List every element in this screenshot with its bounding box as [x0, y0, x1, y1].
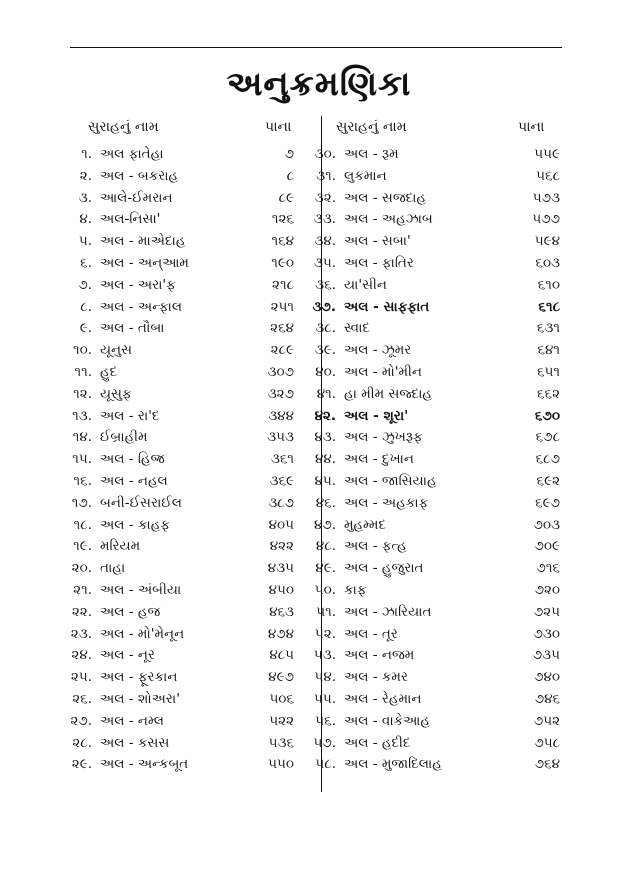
- surah-name: અલ - નજમ: [344, 647, 415, 664]
- index-row: [48, 144, 308, 166]
- page-number: ૭૦૩: [533, 516, 560, 533]
- page-number: ૬૩૧: [536, 320, 560, 337]
- page-number: ૨૫૧: [270, 298, 294, 315]
- surah-number: ૧.: [81, 146, 92, 162]
- page-number: ૭૬૪: [534, 756, 560, 773]
- surah-name: અલ - કાહફ: [100, 516, 170, 533]
- index-row: [292, 558, 572, 580]
- surah-number: ૨.: [79, 167, 92, 184]
- surah-name: મરિયમ: [100, 538, 141, 555]
- surah-name: અલ - મો'મીન: [344, 363, 422, 380]
- index-row: [48, 384, 308, 406]
- page-number: ૮: [286, 167, 294, 184]
- page-number: ૪૦૫: [268, 516, 294, 533]
- surah-number: ૪૦.: [315, 363, 336, 380]
- surah-number: ૫૩.: [313, 647, 336, 664]
- surah-name: અલ - ફૂરકાન: [100, 669, 178, 686]
- index-row: [292, 144, 572, 166]
- left-page-header: પાના: [265, 119, 292, 135]
- page-number: ૬૫૧: [536, 363, 560, 380]
- page-number: ૬૬૨: [536, 385, 560, 402]
- surah-name: અલ - જાસિયાહ: [344, 472, 437, 489]
- surah-name: અલ - ઝુખરૂફ: [344, 429, 423, 446]
- surah-number: ૫.: [78, 233, 92, 250]
- page-number: ૪૬૩: [269, 603, 294, 620]
- index-row: [292, 209, 572, 231]
- index-row: [292, 318, 572, 340]
- index-row: [48, 515, 308, 537]
- surah-number: ૫૫.: [313, 690, 336, 707]
- surah-name: અલ - ઝૂમર: [344, 342, 412, 359]
- surah-number: ૩૨.: [314, 189, 336, 206]
- surah-number: ૬.: [80, 254, 92, 271]
- index-row: [48, 427, 308, 449]
- surah-name: સ્વાદ: [344, 320, 370, 337]
- surah-name: અલ - કસસ: [100, 734, 170, 751]
- surah-name: અલ - રૂમ: [344, 146, 399, 162]
- surah-name: અલ - શોઅરા': [100, 690, 180, 707]
- surah-name: યા'સીન: [344, 276, 387, 293]
- surah-number: ૪૮.: [315, 538, 336, 555]
- index-row: [48, 645, 308, 667]
- surah-number: ૨૦.: [71, 560, 92, 577]
- surah-number: ૧૯.: [73, 538, 92, 555]
- page-number: ૭૧૬: [536, 560, 560, 577]
- index-row: [292, 515, 572, 537]
- page-number: ૫૫૯: [534, 146, 560, 162]
- surah-name: અલ - અંબીયા: [100, 581, 182, 598]
- page-number: ૭: [284, 146, 294, 162]
- page-number: ૨૮૯: [270, 342, 294, 359]
- index-row: [48, 340, 308, 362]
- surah-name: અલ ફાતેહા: [100, 146, 164, 162]
- surah-name: અલ - સાફફાત: [344, 298, 430, 315]
- index-row: [48, 471, 308, 493]
- surah-name: અલ - નમ્લ: [100, 712, 164, 729]
- surah-name: અલ - અહકાફ: [344, 494, 429, 511]
- surah-number: ૩૦.: [314, 146, 336, 162]
- index-row: [292, 733, 572, 755]
- surah-name: અલ - રેહમાન: [344, 690, 422, 707]
- page-number: ૬૯૭: [535, 494, 560, 511]
- surah-name: અલ - સજદાહ: [344, 189, 427, 206]
- surah-name: અલ - હિજ્ર: [100, 451, 165, 468]
- index-row: [292, 275, 572, 297]
- page-number: ૫૭૩: [532, 189, 560, 206]
- surah-name: અલ - હજ: [100, 603, 161, 620]
- page-number: ૧૯૦: [271, 254, 294, 271]
- index-row: [292, 667, 572, 689]
- index-row: [48, 733, 308, 755]
- surah-number: ૧૩.: [72, 407, 92, 424]
- page-number: ૪૫૦: [268, 581, 294, 598]
- page-number: ૪૭૪: [267, 625, 294, 642]
- page-number: ૩૨૭: [267, 385, 294, 402]
- top-rule: [70, 47, 562, 48]
- page-number: ૨૬૪: [270, 320, 294, 337]
- surah-number: ૫૮.: [315, 756, 336, 773]
- page-number: ૬૪૧: [537, 342, 560, 359]
- page-number: ૭૫૨: [533, 712, 560, 729]
- index-row: [292, 188, 572, 210]
- surah-number: ૪૧.: [316, 385, 336, 402]
- index-row: [48, 493, 308, 515]
- page-number: ૧૨૬: [271, 211, 294, 228]
- page-number: ૪૨૨: [269, 538, 294, 555]
- page-number: ૩૬૧: [270, 451, 294, 468]
- surah-number: ૨૩.: [70, 625, 92, 642]
- left-index-list: [48, 144, 308, 776]
- page-number: ૫૫૦: [268, 756, 294, 773]
- surah-number: ૧૭.: [71, 494, 92, 511]
- surah-number: ૨૭.: [70, 712, 92, 729]
- surah-name: અલ - અન્કબૂત: [100, 756, 189, 773]
- surah-number: ૫૧.: [316, 603, 336, 620]
- index-row: [292, 427, 572, 449]
- page-number: ૫૨૨: [269, 712, 294, 729]
- index-row: [48, 275, 308, 297]
- page-number: ૩૪૪: [268, 407, 294, 424]
- page-number: ૬૧૮: [538, 298, 560, 315]
- surah-number: ૯.: [79, 320, 92, 337]
- page-number: ૩૫૩: [267, 429, 294, 446]
- index-row: [292, 297, 572, 319]
- surah-name: અલ - સબા': [344, 233, 411, 250]
- surah-name: અલ - અન્ફાલ: [100, 298, 183, 315]
- surah-number: ૨૯.: [71, 756, 92, 773]
- surah-number: ૨૮.: [72, 734, 92, 751]
- index-row: [292, 449, 572, 471]
- page-number: ૭૩૫: [532, 647, 560, 664]
- surah-number: ૨૫.: [70, 669, 92, 686]
- surah-number: ૨૨.: [71, 603, 92, 620]
- index-row: [292, 406, 572, 428]
- page-number: ૭૨૦: [534, 581, 560, 598]
- surah-name: અલ - કમર: [344, 669, 408, 686]
- index-row: [48, 711, 308, 733]
- index-row: [48, 297, 308, 319]
- page-number: ૬૦૩: [535, 254, 560, 271]
- surah-name: અલ - તૂર: [344, 625, 398, 642]
- page-number: ૫૭૭: [532, 211, 560, 228]
- page-number: ૪૩૫: [267, 560, 294, 577]
- index-row: [292, 362, 572, 384]
- surah-name: બની-ઈસરાઈલ: [100, 494, 182, 511]
- index-row: [48, 754, 308, 776]
- surah-number: ૪૨.: [314, 407, 336, 424]
- surah-name: અલ - માએદાહ: [100, 233, 186, 250]
- index-row: [292, 231, 572, 253]
- page-number: ૫૩૬: [268, 734, 294, 751]
- surah-name: અલ - શૂરા': [344, 407, 409, 424]
- index-row: [48, 602, 308, 624]
- page-number: ૫૦૬: [269, 690, 294, 707]
- surah-number: ૩૫.: [313, 254, 336, 271]
- surah-number: ૧૪.: [72, 429, 92, 446]
- index-row: [292, 253, 572, 275]
- page-number: ૫૬૮: [536, 167, 560, 184]
- surah-name: હા મીમ સજ્દાહ: [344, 385, 433, 402]
- surah-name: અલ - અન્આમ: [100, 254, 189, 271]
- surah-name: અલ - મુજાદિલાહ: [344, 756, 442, 773]
- surah-name: અલ - રા'દ: [100, 407, 160, 424]
- index-row: [292, 624, 572, 646]
- surah-name: અલ - નહલ: [100, 472, 168, 489]
- index-row: [292, 384, 572, 406]
- surah-name: મુહમ્મદ: [344, 516, 387, 533]
- index-row: [292, 340, 572, 362]
- surah-name: હુદ: [100, 363, 118, 380]
- index-row: [48, 362, 308, 384]
- surah-name: આલે-ઈમરાન: [100, 189, 173, 206]
- page-number: ૮૯: [278, 189, 294, 206]
- surah-number: ૭.: [78, 276, 92, 293]
- surah-name: અલ - ફત્હ: [344, 538, 407, 555]
- surah-number: ૩૩.: [313, 211, 336, 228]
- surah-name: અલ - દુખાન: [344, 451, 414, 468]
- surah-number: ૧૧.: [74, 363, 92, 380]
- surah-name: અલ - હુજુરાત: [344, 560, 424, 577]
- page-number: ૭૦૯: [534, 538, 560, 555]
- page-number: ૩૦૭: [267, 363, 294, 380]
- index-row: [292, 471, 572, 493]
- surah-name: અલ - ઝારિયાત: [344, 603, 432, 620]
- surah-number: ૧૬.: [73, 472, 92, 489]
- surah-name: અલ - હદીદ: [344, 734, 411, 751]
- index-row: [48, 689, 308, 711]
- page-number: ૭૪૬: [534, 690, 560, 707]
- page-title: અનુક્રમણિકા: [226, 64, 412, 104]
- surah-name: લુકમાન: [344, 167, 387, 184]
- surah-number: ૪૬.: [315, 494, 336, 511]
- page-number: ૭૨૫: [533, 603, 560, 620]
- surah-number: ૩૭.: [312, 298, 336, 315]
- surah-number: ૪૪.: [314, 451, 336, 468]
- surah-number: ૨૪.: [71, 647, 92, 664]
- surah-name: અલ - અરા'ફ: [100, 276, 176, 293]
- surah-number: ૧૫.: [72, 451, 92, 468]
- index-row: [292, 166, 572, 188]
- surah-number: ૧૨.: [73, 385, 92, 402]
- surah-number: ૪૯.: [315, 560, 336, 577]
- page-number: ૩૮૭: [268, 494, 294, 511]
- right-index-list: [292, 144, 572, 776]
- surah-name: યૂનુસ: [100, 342, 133, 359]
- surah-number: ૨૬.: [72, 690, 92, 707]
- surah-number: ૫૨.: [314, 625, 336, 642]
- surah-number: ૩૪.: [314, 233, 336, 250]
- index-row: [292, 602, 572, 624]
- surah-number: ૪૩.: [314, 429, 336, 446]
- index-row: [48, 188, 308, 210]
- page-number: ૬૮૭: [535, 451, 560, 468]
- surah-number: ૪.: [79, 211, 92, 228]
- page-number: ૨૧૮: [272, 276, 294, 293]
- surah-number: ૩.: [78, 189, 92, 206]
- index-row: [48, 667, 308, 689]
- surah-name: અલ - બકરાહ: [100, 167, 179, 184]
- surah-number: ૩૯.: [314, 342, 336, 359]
- surah-name: અલ-નિસા': [100, 211, 161, 228]
- page-number: ૪૮૫: [269, 647, 294, 664]
- page-number: ૭૫૮: [534, 734, 560, 751]
- page-number: ૬૭૦: [534, 407, 560, 424]
- surah-name: અલ - તૌબા: [100, 320, 165, 337]
- surah-name: અલ - અહઝાબ: [344, 211, 433, 228]
- right-page-header: પાના: [518, 119, 545, 135]
- index-row: [48, 580, 308, 602]
- index-row: [48, 449, 308, 471]
- index-row: [292, 536, 572, 558]
- surah-name: યૂસુફ: [100, 385, 132, 402]
- surah-number: ૩૬.: [315, 276, 336, 293]
- surah-number: ૫૬.: [315, 712, 336, 729]
- index-row: [48, 231, 308, 253]
- page-number: ૭૪૦: [534, 669, 560, 686]
- index-row: [292, 580, 572, 602]
- surah-number: ૩૮.: [315, 320, 336, 337]
- index-row: [48, 318, 308, 340]
- surah-name: અલ - વાકેઆહ: [344, 712, 430, 729]
- index-row: [292, 754, 572, 776]
- page-number: ૭૩૦: [533, 625, 560, 642]
- page-number: ૩૬૯: [269, 472, 294, 489]
- surah-number: ૪૫.: [314, 472, 336, 489]
- index-row: [48, 253, 308, 275]
- page-number: ૬૧૦: [537, 276, 560, 293]
- page-number: ૧૬૪: [271, 233, 294, 250]
- left-name-header: સુરાહનું નામ: [88, 119, 159, 135]
- surah-name: અલ - ફાતિર: [344, 254, 414, 271]
- page-number: ૬૭૮: [535, 429, 560, 446]
- page-number: ૪૯૭: [268, 669, 294, 686]
- index-row: [48, 166, 308, 188]
- index-row: [48, 209, 308, 231]
- surah-name: અલ - નૂર: [100, 647, 155, 664]
- surah-name: કાફ: [344, 581, 367, 598]
- index-row: [292, 711, 572, 733]
- surah-number: ૧૦.: [72, 342, 92, 359]
- index-row: [292, 645, 572, 667]
- surah-number: ૫૭.: [313, 734, 336, 751]
- index-row: [48, 624, 308, 646]
- surah-number: ૩૧.: [316, 167, 336, 184]
- index-row: [48, 536, 308, 558]
- index-row: [292, 493, 572, 515]
- index-row: [292, 689, 572, 711]
- right-name-header: સુરાહનું નામ: [336, 119, 407, 135]
- page-number: ૫૯૪: [534, 233, 560, 250]
- surah-number: ૧૮.: [73, 516, 92, 533]
- surah-name: અલ - મો'મેનૂન: [100, 625, 185, 642]
- surah-number: ૨૧.: [73, 581, 92, 598]
- page-number: ૬૯૨: [536, 472, 560, 489]
- surah-name: તાહા: [100, 560, 126, 577]
- surah-number: ૫૦.: [314, 581, 336, 598]
- surah-number: ૮.: [80, 298, 92, 315]
- index-row: [48, 558, 308, 580]
- surah-number: ૫૪.: [314, 669, 336, 686]
- surah-name: ઈબ્રાહીમ: [100, 429, 148, 446]
- surah-number: ૪૭.: [313, 516, 336, 533]
- index-row: [48, 406, 308, 428]
